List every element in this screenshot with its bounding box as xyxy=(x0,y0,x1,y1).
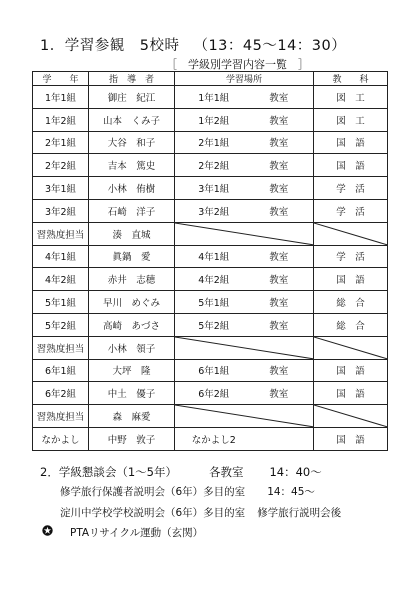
teacher-cell: 御庄 紀江 xyxy=(89,86,175,109)
grade-cell: 1年1組 xyxy=(33,86,89,109)
header-teacher: 指 導 者 xyxy=(89,72,175,86)
place-room-cell: 教室 xyxy=(245,199,314,222)
teacher-cell: 山本 くみ子 xyxy=(89,108,175,131)
teacher-cell: 森 麻愛 xyxy=(89,405,175,428)
grade-cell: 1年2組 xyxy=(33,108,89,131)
table-row xyxy=(33,108,388,131)
place-class-cell: 1年2組 xyxy=(175,108,245,131)
header-subject: 教 科 xyxy=(314,72,388,86)
section-1-heading xyxy=(40,34,346,55)
header-place: 学習場所 xyxy=(175,72,314,86)
teacher-cell: 眞鍋 愛 xyxy=(89,245,175,268)
briefing-time: 14：45～ xyxy=(267,486,315,498)
teacher-cell: 赤井 志穂 xyxy=(89,268,175,291)
grade-cell: 5年1組 xyxy=(33,291,89,314)
section-1-time: （13：45～14：30） xyxy=(193,38,347,54)
junior-high-line xyxy=(60,505,341,520)
place-room-cell xyxy=(245,427,314,450)
place-class-cell: 3年1組 xyxy=(175,177,245,200)
place-room-cell: 教室 xyxy=(245,131,314,154)
grade-cell: 6年2組 xyxy=(33,382,89,405)
place-room-cell: 教室 xyxy=(245,382,314,405)
subject-cell-empty xyxy=(314,405,388,428)
grade-cell: 2年2組 xyxy=(33,154,89,177)
subject-cell: 学 活 xyxy=(314,177,388,200)
place-room-cell: 教室 xyxy=(245,108,314,131)
subject-cell: 学 活 xyxy=(314,199,388,222)
table-row xyxy=(33,177,388,200)
junior-high-note: 修学旅行説明会後 xyxy=(257,507,342,519)
grade-cell: 習熟度担当 xyxy=(33,222,89,245)
section-2-place: 各教室 xyxy=(208,465,244,479)
briefing-line xyxy=(60,484,315,499)
table-subheading: ［ 学級別学習内容一覧 ］ xyxy=(166,58,309,71)
teacher-cell: 小林 侑樹 xyxy=(89,177,175,200)
place-cell-empty xyxy=(175,405,314,428)
teacher-cell: 湊 直城 xyxy=(89,222,175,245)
table-row xyxy=(33,336,388,359)
teacher-cell: 中野 敦子 xyxy=(89,427,175,450)
place-class-cell: 4年2組 xyxy=(175,268,245,291)
place-class-cell: 5年2組 xyxy=(175,313,245,336)
table-header-row xyxy=(33,72,388,86)
subject-cell: 総 合 xyxy=(314,291,388,314)
place-class-cell: 4年1組 xyxy=(175,245,245,268)
table-row xyxy=(33,427,388,450)
schedule-table xyxy=(32,71,388,451)
teacher-cell: 大坪 隆 xyxy=(89,359,175,382)
junior-high-title: 淀川中学校学校説明会（6年）多目的室 xyxy=(60,507,246,519)
recycle-text: PTAリサイクル運動（玄関） xyxy=(70,527,204,539)
subject-cell: 国 語 xyxy=(314,268,388,291)
section-1-title: 1．学習参観 5校時 xyxy=(40,38,180,54)
grade-cell: 3年2組 xyxy=(33,199,89,222)
table-row xyxy=(33,199,388,222)
section-2-title: 2．学級懇談会（1～5年） xyxy=(40,465,177,479)
subject-cell: 図 工 xyxy=(314,86,388,109)
teacher-cell: 石崎 洋子 xyxy=(89,199,175,222)
teacher-cell: 吉本 篤史 xyxy=(89,154,175,177)
subject-cell-empty xyxy=(314,336,388,359)
place-room-cell: 教室 xyxy=(245,245,314,268)
table-row xyxy=(33,245,388,268)
grade-cell: 6年1組 xyxy=(33,359,89,382)
subject-cell: 国 語 xyxy=(314,382,388,405)
grade-cell: なかよし xyxy=(33,427,89,450)
section-2-time: 14：40～ xyxy=(269,465,322,479)
grade-cell: 2年1組 xyxy=(33,131,89,154)
table-row xyxy=(33,154,388,177)
grade-cell: 習熟度担当 xyxy=(33,405,89,428)
subject-cell: 国 語 xyxy=(314,131,388,154)
place-room-cell: 教室 xyxy=(245,86,314,109)
subject-cell: 国 語 xyxy=(314,427,388,450)
subject-cell: 学 活 xyxy=(314,245,388,268)
grade-cell: 習熟度担当 xyxy=(33,336,89,359)
place-class-cell: 1年1組 xyxy=(175,86,245,109)
place-class-cell: 2年1組 xyxy=(175,131,245,154)
table-row xyxy=(33,359,388,382)
teacher-cell: 大谷 和子 xyxy=(89,131,175,154)
teacher-cell: 小林 領子 xyxy=(89,336,175,359)
place-room-cell: 教室 xyxy=(245,313,314,336)
table-row xyxy=(33,405,388,428)
grade-cell: 4年1組 xyxy=(33,245,89,268)
place-class-cell: 6年2組 xyxy=(175,382,245,405)
grade-cell: 3年1組 xyxy=(33,177,89,200)
place-room-cell: 教室 xyxy=(245,154,314,177)
place-class-cell: 2年2組 xyxy=(175,154,245,177)
subject-cell: 図 工 xyxy=(314,108,388,131)
grade-cell: 4年2組 xyxy=(33,268,89,291)
place-class-cell: なかよし2 xyxy=(175,427,245,450)
star-circle-icon xyxy=(42,525,54,539)
place-class-cell: 3年2組 xyxy=(175,199,245,222)
teacher-cell: 中土 優子 xyxy=(89,382,175,405)
table-row xyxy=(33,268,388,291)
place-class-cell: 5年1組 xyxy=(175,291,245,314)
teacher-cell: 早川 めぐみ xyxy=(89,291,175,314)
place-cell-empty xyxy=(175,222,314,245)
subject-cell-empty xyxy=(314,222,388,245)
table-row xyxy=(33,291,388,314)
place-room-cell: 教室 xyxy=(245,359,314,382)
place-room-cell: 教室 xyxy=(245,177,314,200)
table-row xyxy=(33,382,388,405)
subject-cell: 国 語 xyxy=(314,359,388,382)
table-row xyxy=(33,86,388,109)
subject-cell: 総 合 xyxy=(314,313,388,336)
place-class-cell: 6年1組 xyxy=(175,359,245,382)
header-grade: 学 年 xyxy=(33,72,89,86)
place-room-cell: 教室 xyxy=(245,268,314,291)
table-row xyxy=(33,131,388,154)
section-2-line xyxy=(40,464,322,480)
briefing-title: 修学旅行保護者説明会（6年）多目的室 xyxy=(60,486,246,498)
recycle-line xyxy=(42,525,203,540)
table-row xyxy=(33,313,388,336)
place-cell-empty xyxy=(175,336,314,359)
place-room-cell: 教室 xyxy=(245,291,314,314)
teacher-cell: 高崎 あづさ xyxy=(89,313,175,336)
subject-cell: 国 語 xyxy=(314,154,388,177)
table-row xyxy=(33,222,388,245)
grade-cell: 5年2組 xyxy=(33,313,89,336)
